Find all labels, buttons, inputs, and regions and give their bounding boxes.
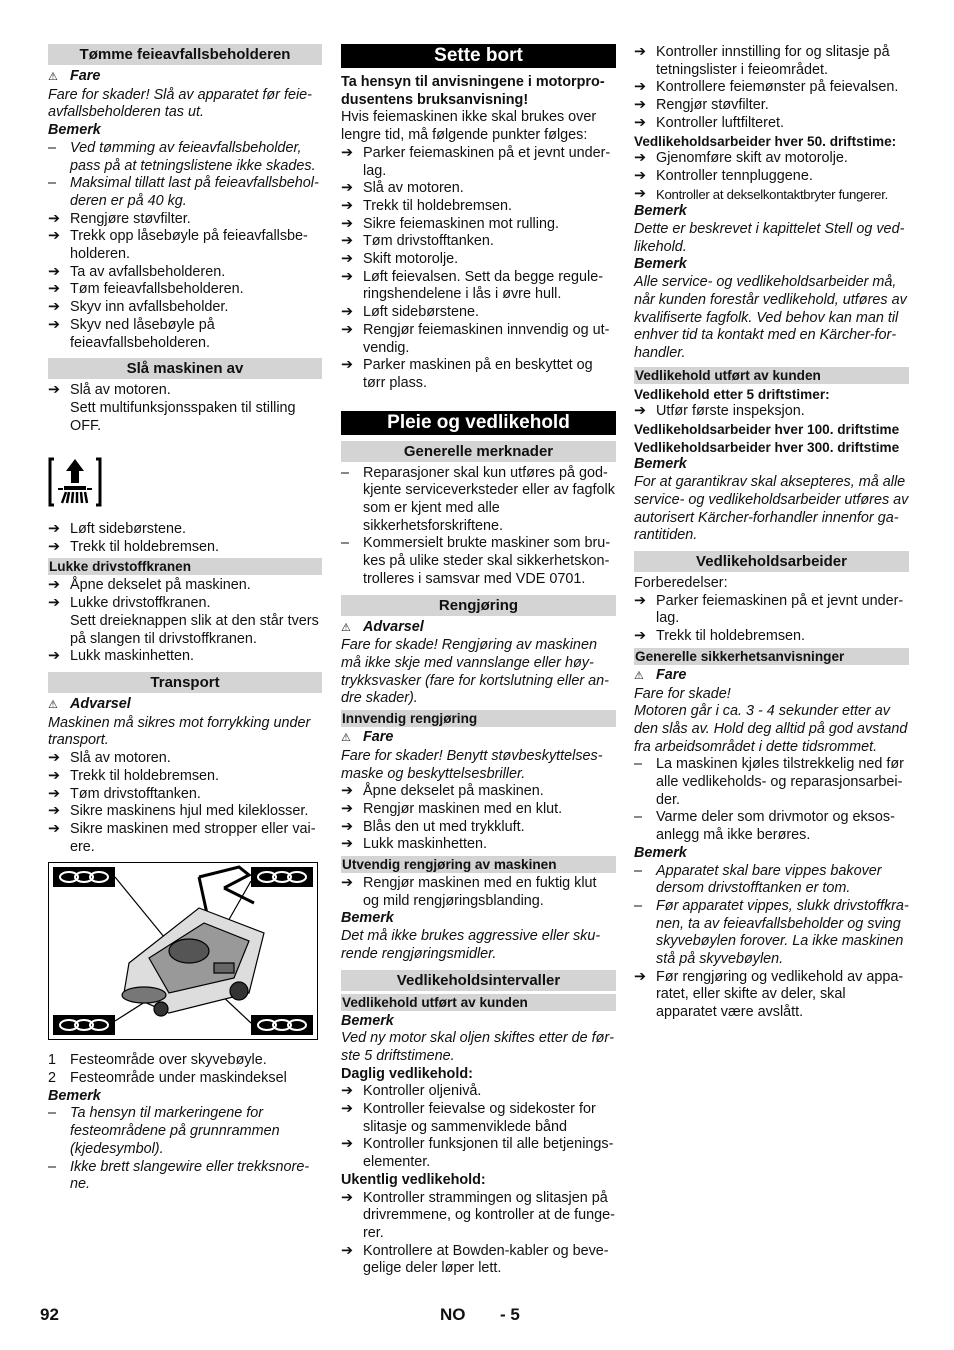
arrow-icon: ➔: [634, 44, 647, 60]
subheading-300: Vedlikeholdsarbeider hver 300. driftstime: [634, 439, 900, 455]
list-item: ➔ Trekk til holdebremsen.: [341, 197, 513, 214]
list-item: ➔ Rengjør maskinen med en fuktig klut og mild rengjøringsblanding.: [341, 875, 597, 909]
heading-vedlikehold-kunden: Vedlikehold utført av kunden: [341, 994, 616, 1011]
legend-item: 1 Festeområde over skyvebøyle.: [48, 1052, 267, 1069]
arrow-icon: ➔: [341, 836, 354, 853]
arrow-icon: ➔: [48, 785, 61, 802]
arrow-icon: ➔: [48, 577, 61, 594]
list-item: – Ta hensyn til markeringene for festeområdene på grunnrammen (kjedesymbol).: [48, 1105, 280, 1157]
arrow-icon: ➔: [48, 316, 61, 333]
heading-innvendig: Innvendig rengjøring: [341, 710, 616, 727]
bemerk-label: Bemerk: [634, 844, 687, 861]
fare-label: Fare: [363, 729, 394, 746]
arrow-icon: ➔: [48, 228, 61, 245]
heading-intervaller: Vedlikeholdsintervaller: [341, 970, 616, 991]
list-item: ➔ Slå av motoren.: [341, 180, 464, 197]
list-item: ➔ Lukk maskinhetten.: [48, 648, 194, 665]
note-text: Alle service- og vedlikeholdsarbeider må, når kunden forestår vedlikehold, utføres av kvalifiserte fagfolk. Ved behov kan man til enhver tid ta kontakt med en Kärcher-forhandler.: [634, 274, 907, 361]
subheading-etter5: Vedlikehold etter 5 driftstimer:: [634, 386, 830, 402]
arrow-icon: ➔: [48, 820, 61, 837]
list-item: ➔ Kontroller oljenivå.: [341, 1083, 482, 1100]
advarsel-label: Advarsel: [363, 618, 424, 635]
arrow-icon: ➔: [48, 210, 61, 227]
arrow-icon: ➔: [341, 233, 354, 250]
arrow-icon: ➔: [341, 144, 354, 161]
fare-text: Fare for skader! Benytt støvbeskyttelsesmaske og beskyttelsesbriller.: [341, 747, 603, 782]
bemerk-label: Bemerk: [634, 256, 687, 273]
fare-text: Fare for skader! Slå av apparatet før feieavfallsbeholderen tas ut.: [48, 86, 312, 121]
arrow-icon: ➔: [48, 521, 61, 538]
heading-generelle: Generelle merknader: [341, 441, 616, 462]
arrow-icon: ➔: [341, 304, 354, 321]
list-item: ➔ Kontrollere at Bowden-kabler og bevegelige deler løper lett.: [341, 1242, 609, 1277]
arrow-icon: ➔: [48, 299, 61, 316]
list-item: ➔ Trekk til holdebremsen.: [634, 628, 806, 645]
list-item: ➔ Før rengjøring og vedlikehold av apparatet, eller skifte av deler, skal apparatet være avslått.: [634, 968, 904, 1021]
list-item: – Reparasjoner skal kun utføres på godkjente serviceverksteder eller av fagfolk som er kjent med alle sikkerhetsforskriftene.: [341, 464, 615, 534]
list-item: ➔ Kontroller funksjonen til alle betjeningselementer.: [341, 1136, 614, 1171]
bemerk-label: Bemerk: [48, 122, 101, 139]
arrow-icon: ➔: [634, 185, 647, 202]
warning-icon: ⚠: [634, 669, 644, 682]
sweeper-transport-figure: [48, 862, 318, 1040]
arrow-icon: ➔: [48, 263, 61, 280]
list-item: ➔ Parker feiemaskinen på et jevnt underlag.: [634, 592, 904, 627]
list-item: ➔ Utfør første inspeksjon.: [634, 403, 805, 420]
list-item: ➔ Sikre maskinen med stropper eller vaiere.: [48, 820, 316, 855]
language-code: NO: [440, 1305, 466, 1324]
section-number: - 5: [500, 1305, 520, 1324]
list-item: ➔ Løft sidebørstene.: [48, 521, 186, 538]
list-item: ➔ Trekk opp låsebøyle på feieavfallsbeholderen.: [48, 228, 308, 263]
list-item: ➔ Lukke drivstoffkranen.: [48, 595, 211, 612]
list-item: ➔ Tøm drivstofftanken.: [48, 785, 201, 802]
list-item: – Før apparatet vippes, slukk drivstoffkranen, ta av feieavfallsbeholder og sving skyvebøylen forover. La ikke maskinen stå på skyvebøylen.: [634, 897, 909, 968]
heading-vedlikehold-kunden: Vedlikehold utført av kunden: [634, 367, 909, 384]
list-item: ➔ Sikre maskinens hjul med kileklosser.: [48, 803, 309, 820]
arrow-icon: ➔: [341, 783, 354, 800]
fare-label: Fare: [656, 666, 687, 683]
arrow-icon: ➔: [48, 382, 61, 399]
arrow-icon: ➔: [341, 1101, 354, 1118]
note-text: Dette er beskrevet i kapittelet Stell og vedlikehold.: [634, 221, 905, 255]
subheading-100: Vedlikeholdsarbeider hver 100. driftstime: [634, 422, 900, 438]
arrow-icon: ➔: [341, 251, 354, 268]
arrow-icon: ➔: [341, 215, 354, 232]
warning-text: Maskinen må sikres mot forrykking under transport.: [48, 714, 311, 749]
warning-text: Fare for skade! Rengjøring av maskinen må ikke skje med vannslange eller høytrykksvasker (fare for kortslutning eller andre skader).: [341, 637, 609, 707]
warning-icon: ⚠: [341, 621, 351, 634]
arrow-icon: ➔: [341, 180, 354, 197]
list-item: ➔ Løft feievalsen. Sett da begge reguleringshendelene i lås i øvre hull.: [341, 268, 604, 303]
list-item: ➔ Kontroller strammingen og slitasjen på drivremmene, og kontroller at de fungerer.: [341, 1189, 615, 1241]
list-item: ➔ Kontrollere feiemønster på feievalsen.: [634, 79, 899, 96]
arrow-icon: ➔: [341, 818, 354, 835]
list-item: – Ikke brett slangewire eller trekksnorene.: [48, 1158, 310, 1193]
list-item: ➔ Åpne dekselet på maskinen.: [341, 783, 544, 800]
arrow-icon: ➔: [48, 648, 61, 665]
arrow-icon: ➔: [48, 538, 61, 555]
arrow-icon: ➔: [634, 403, 647, 420]
heading-rengjoring: Rengjøring: [341, 595, 616, 616]
list-item: – Ved tømming av feieavfallsbeholder, pass på at tetningslistene ikke skades.: [48, 139, 316, 174]
column-1: [48, 44, 322, 1194]
list-item: ➔ Lukk maskinhetten.: [341, 836, 487, 853]
paragraph: Forberedelser:: [634, 574, 728, 591]
bemerk-label: Bemerk: [341, 1012, 394, 1029]
heading-sette-bort: Sette bort: [341, 44, 616, 68]
list-item: – La maskinen kjøles tilstrekkelig ned før alle vedlikeholds- og reparasjonsarbeider.: [634, 756, 904, 808]
arrow-icon: ➔: [48, 767, 61, 784]
list-item: ➔ Kontroller tennpluggene.: [634, 167, 813, 184]
list-item: ➔ Rengjøre støvfilter.: [48, 210, 191, 227]
list-item: – Apparatet skal bare vippes bakover dersom drivstofftanken er tom.: [634, 862, 882, 897]
list-item: ➔ Tøm drivstofftanken.: [341, 233, 494, 250]
heading-transport: Transport: [48, 672, 322, 693]
arrow-icon: ➔: [634, 167, 647, 184]
arrow-icon: ➔: [341, 357, 354, 374]
list-item: ➔ Løft sidebørstene.: [341, 304, 479, 321]
list-item: ➔ Blås den ut med trykkluft.: [341, 818, 525, 835]
warning-icon: ⚠: [341, 732, 351, 745]
arrow-icon: ➔: [634, 150, 647, 167]
list-item: ➔ Skyv ned låsebøyle på feieavfallsbeholderen.: [48, 316, 215, 351]
arrow-icon: ➔: [48, 750, 61, 767]
heading-sla-av: Slå maskinen av: [48, 358, 322, 379]
heading-pleie: Pleie og vedlikehold: [341, 411, 616, 435]
advarsel-label: Advarsel: [70, 695, 131, 712]
bemerk-label: Bemerk: [634, 456, 687, 473]
bemerk-label: Bemerk: [48, 1087, 101, 1104]
note-text: For at garantikrav skal aksepteres, må alle service- og vedlikeholdsarbeider utføres av autorisert Kärcher-forhandler innenfor garantitiden.: [634, 474, 909, 544]
list-item: ➔ Kontroller feievalse og sidekoster for slitasje og sammenviklede bånd: [341, 1101, 596, 1135]
fare-label: Fare: [70, 68, 101, 84]
heading-lukke: Lukke drivstoffkranen: [48, 558, 322, 575]
list-item: – Varme deler som drivmotor og eksosanlegg må ikke berøres.: [634, 809, 895, 844]
heading-utvendig: Utvendig rengjøring av maskinen: [341, 856, 616, 873]
arrow-icon: ➔: [341, 321, 354, 338]
list-item: ➔ Rengjør feiemaskinen innvendig og utvendig.: [341, 321, 610, 356]
list-item: – Maksimal tillatt last på feieavfallsbeholderen er på 40 kg.: [48, 175, 319, 209]
warning-icon: ⚠: [48, 698, 58, 711]
paragraph: Hvis feiemaskinen ikke skal brukes over lengre tid, må følgende punkter følges:: [341, 109, 597, 144]
paragraph-bold: Ta hensyn til anvisningene i motorprodusentens bruksanvisning!: [341, 74, 605, 108]
page-number: 92: [40, 1305, 59, 1324]
arrow-icon: ➔: [48, 803, 61, 820]
list-item: ➔ Rengjør maskinen med en klut.: [341, 800, 563, 817]
arrow-icon: ➔: [341, 1189, 354, 1206]
list-item: ➔ Kontroller luftfilteret.: [634, 114, 784, 131]
note-text: Det må ikke brukes aggressive eller skurende rengjøringsmidler.: [341, 928, 601, 962]
paragraph: Sett multifunksjonsspaken til stilling OFF.: [70, 399, 296, 434]
column-3: [634, 44, 909, 1022]
list-item: ➔ Kontroller at dekselkontaktbryter fungerer.: [634, 185, 888, 202]
list-item: ➔ Trekk til holdebremsen.: [48, 767, 220, 784]
list-item: ➔ Parker feiemaskinen på et jevnt underlag.: [341, 144, 611, 179]
heading-vedlikeholdsarbeider: Vedlikeholdsarbeider: [634, 551, 909, 572]
heading-tomme: Tømme feieavfallsbeholderen: [48, 44, 322, 65]
bemerk-label: Bemerk: [634, 203, 687, 220]
arrow-icon: ➔: [48, 281, 61, 298]
arrow-icon: ➔: [634, 79, 647, 96]
list-item: ➔ Kontroller innstilling for og slitasje på tetningslister i feieområdet.: [634, 44, 890, 78]
arrow-icon: ➔: [634, 628, 647, 645]
arrow-icon: ➔: [634, 114, 647, 131]
note-text: Ved ny motor skal oljen skiftes etter de første 5 driftstimene.: [341, 1030, 614, 1064]
list-item: ➔ Gjenomføre skift av motorolje.: [634, 150, 848, 167]
arrow-icon: ➔: [634, 592, 647, 609]
list-item: ➔ Rengjør støvfilter.: [634, 97, 769, 114]
arrow-icon: ➔: [48, 595, 61, 612]
brush-lift-icon: [48, 455, 322, 515]
list-item: ➔ Sikre feiemaskinen mot rulling.: [341, 215, 559, 232]
arrow-icon: ➔: [341, 268, 354, 285]
list-item: ➔ Slå av motoren.: [48, 382, 171, 399]
arrow-icon: ➔: [341, 1136, 354, 1153]
list-item: ➔ Parker maskinen på en beskyttet og tørr plass.: [341, 357, 593, 391]
list-item: ➔ Tøm feieavfallsbeholderen.: [48, 281, 244, 298]
list-item: – Kommersielt brukte maskiner som brukes på ulike steder skal sikkerhetskontrolleres i samsvar med VDE 0701.: [341, 535, 611, 587]
list-item: ➔ Slå av motoren.: [48, 750, 171, 767]
list-item: ➔ Åpne dekselet på maskinen.: [48, 577, 251, 594]
list-item: ➔ Ta av avfallsbeholderen.: [48, 263, 226, 280]
list-item: ➔ Skift motorolje.: [341, 251, 459, 268]
arrow-icon: ➔: [341, 197, 354, 214]
subheading-daglig: Daglig vedlikehold:: [341, 1065, 473, 1082]
column-2: [341, 44, 616, 1278]
heading-sikkerhet: Generelle sikkerhetsanvisninger: [634, 648, 909, 665]
paragraph: Sett dreieknappen slik at den står tvers på slangen til drivstoffkranen.: [70, 612, 319, 647]
warning-icon: ⚠: [48, 71, 58, 83]
list-item: ➔ Trekk til holdebremsen.: [48, 538, 220, 555]
subheading-50: Vedlikeholdsarbeider hver 50. driftstime:: [634, 133, 897, 149]
arrow-icon: ➔: [634, 97, 647, 114]
arrow-icon: ➔: [634, 968, 647, 985]
arrow-icon: ➔: [341, 1242, 354, 1259]
arrow-icon: ➔: [341, 1083, 354, 1100]
fare-text: Fare for skade!: [634, 685, 731, 702]
bemerk-label: Bemerk: [341, 910, 394, 927]
arrow-icon: ➔: [341, 800, 354, 817]
list-item: ➔ Skyv inn avfallsbeholder.: [48, 299, 229, 316]
arrow-icon: ➔: [341, 875, 354, 892]
fare-text: Motoren går i ca. 3 - 4 sekunder etter av den slås av. Hold deg alltid på god avstand fra arbeidsområdet i dette tidsrommet.: [634, 703, 908, 755]
subheading-ukentlig: Ukentlig vedlikehold:: [341, 1171, 486, 1188]
legend-item: 2 Festeområde under maskindeksel: [48, 1070, 287, 1087]
